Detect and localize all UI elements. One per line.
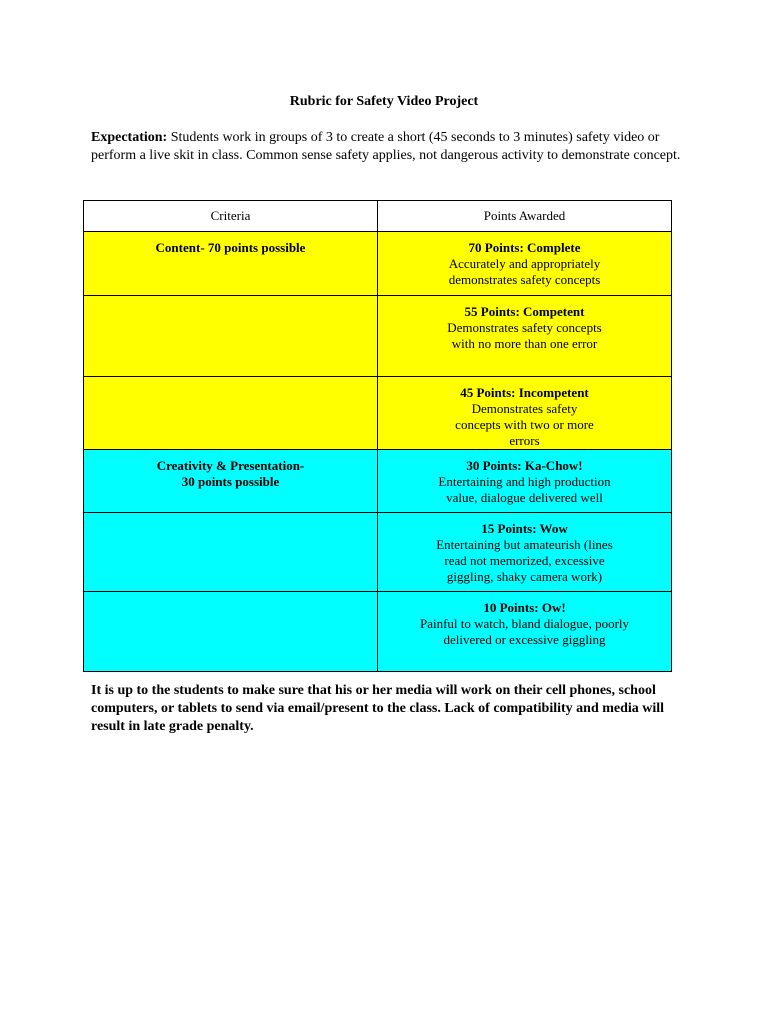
header-points-awarded: Points Awarded [378, 201, 672, 232]
criteria-cell [84, 450, 378, 513]
criteria-cell [84, 377, 378, 450]
level-description: Entertaining but amateurish (lines read not memorized, excessive giggling, shaky camera work) [436, 537, 613, 584]
points-cell [378, 296, 672, 377]
table-row [84, 232, 672, 296]
criteria-cell [84, 592, 378, 672]
table-row [84, 450, 672, 513]
points-cell [378, 232, 672, 296]
table-row [84, 513, 672, 592]
level-title: 30 Points: Ka-Chow! [466, 458, 583, 473]
criteria-content: Content- 70 points possible [155, 240, 306, 255]
points-cell [378, 377, 672, 450]
expectation-text: Students work in groups of 3 to create a short (45 seconds to 3 minutes) safety video or perform a live skit in class. Common sense safety applies, not dangerous activity to demonstrate concept. [91, 130, 681, 163]
level-title: 55 Points: Competent [464, 304, 585, 319]
points-cell [378, 513, 672, 592]
expectation-paragraph [91, 129, 681, 165]
table-row [84, 377, 672, 450]
points-cell [378, 592, 672, 672]
compatibility-note: It is up to the students to make sure that his or her media will work on their cell phones, school computers, or tablets to send via email/present to the class. Lack of compatibility and media will result in late grade penalty. [91, 683, 665, 734]
points-cell [378, 450, 672, 513]
expectation-label: Expectation: [91, 130, 168, 145]
rubric-table [83, 200, 672, 672]
table-header-row [84, 201, 672, 232]
criteria-cell [84, 513, 378, 592]
level-description: Demonstrates safety concepts with two or more errors [455, 401, 594, 448]
table-row [84, 296, 672, 377]
level-title: 15 Points: Wow [481, 521, 568, 536]
level-description: Demonstrates safety concepts with no more than one error [447, 320, 602, 351]
criteria-cell [84, 232, 378, 296]
table-row [84, 592, 672, 672]
level-title: 45 Points: Incompetent [460, 385, 589, 400]
document-title: Rubric for Safety Video Project [289, 94, 479, 109]
criteria-creativity: Creativity & Presentation- 30 points possible [156, 458, 305, 489]
level-title: 70 Points: Complete [468, 240, 581, 255]
level-description: Entertaining and high production value, dialogue delivered well [438, 474, 611, 505]
criteria-cell [84, 296, 378, 377]
level-description: Accurately and appropriately demonstrates safety concepts [448, 256, 601, 287]
level-title: 10 Points: Ow! [483, 600, 566, 615]
header-criteria: Criteria [84, 201, 378, 232]
level-description: Painful to watch, bland dialogue, poorly delivered or excessive giggling [419, 616, 630, 647]
